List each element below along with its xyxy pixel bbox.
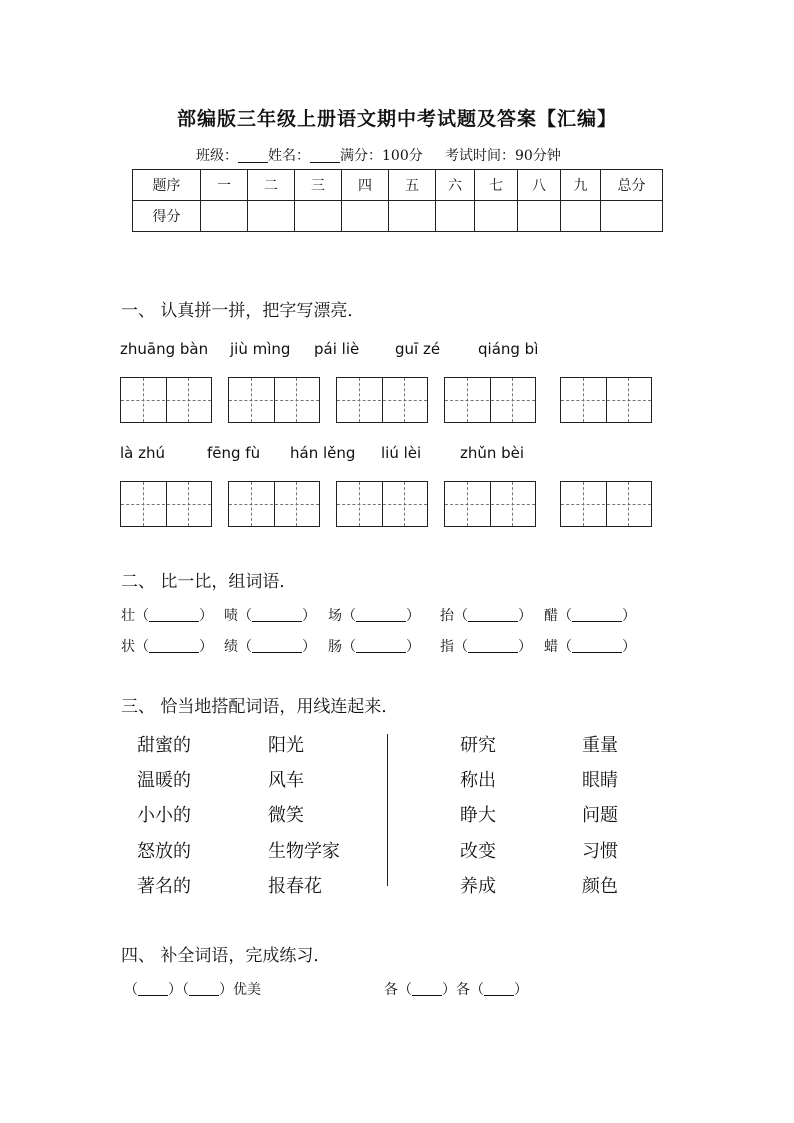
word-blank-item [440, 605, 532, 625]
pinyin: zhuāng bàn [120, 340, 209, 358]
idiom-item [384, 979, 528, 999]
match-word[interactable]: 问题 [582, 805, 618, 826]
table-cell: 二 [248, 170, 295, 201]
class-label: 班级： [196, 148, 238, 164]
score-cell[interactable] [518, 201, 561, 232]
table-cell: 一 [201, 170, 248, 201]
answer-blank[interactable] [149, 638, 199, 653]
char-label: 场（ [328, 608, 356, 624]
idiom-item [124, 979, 261, 999]
word-blank-item [121, 605, 213, 625]
char-label: 蜡（ [544, 639, 572, 655]
table-cell: 五 [389, 170, 436, 201]
table-cell: 八 [518, 170, 561, 201]
match-word[interactable]: 研究 [460, 735, 496, 756]
open-paren: （ [470, 982, 484, 998]
word-blank-item [328, 605, 420, 625]
writing-grid[interactable] [560, 377, 652, 423]
answer-blank[interactable] [189, 981, 219, 996]
match-word[interactable]: 重量 [582, 735, 618, 756]
pinyin: là zhú [120, 444, 166, 462]
pinyin: liú lèi [381, 444, 422, 462]
score-cell[interactable] [436, 201, 475, 232]
writing-grid[interactable] [228, 481, 320, 527]
close-paren: ） [302, 608, 316, 624]
match-word[interactable]: 眼睛 [582, 770, 618, 791]
close-paren: ） [199, 608, 213, 624]
match-word[interactable]: 风车 [268, 770, 304, 791]
close-paren: ） [199, 639, 213, 655]
score-cell[interactable] [201, 201, 248, 232]
char-label: 抬（ [440, 608, 468, 624]
match-word[interactable]: 习惯 [582, 841, 618, 862]
answer-blank[interactable] [252, 638, 302, 653]
match-word[interactable]: 微笑 [268, 805, 304, 826]
table-cell: 九 [561, 170, 601, 201]
score-cell[interactable] [342, 201, 389, 232]
table-cell: 七 [475, 170, 518, 201]
full-score: 满分：100分 [340, 148, 423, 164]
open-paren: （ [182, 982, 189, 998]
pinyin: qiáng bì [478, 340, 539, 358]
char-label: 醋（ [544, 608, 572, 624]
table-cell: 四 [342, 170, 389, 201]
word-blank-item [440, 636, 532, 656]
writing-grid[interactable] [336, 377, 428, 423]
answer-blank[interactable] [356, 638, 406, 653]
table-cell: 得分 [133, 201, 201, 232]
close-paren: ） [442, 982, 456, 998]
match-word[interactable]: 怒放的 [137, 841, 191, 862]
word-blank-item [544, 605, 636, 625]
match-word[interactable]: 改变 [460, 841, 496, 862]
answer-blank[interactable] [572, 638, 622, 653]
word-blank-item [224, 605, 316, 625]
idiom-mid: 各 [456, 982, 470, 998]
answer-blank[interactable] [138, 981, 168, 996]
answer-blank[interactable] [468, 638, 518, 653]
match-word[interactable]: 报春花 [268, 876, 322, 897]
close-paren: ） [406, 639, 420, 655]
close-paren: ） [514, 982, 528, 998]
open-paren: （ [398, 982, 412, 998]
column-divider [387, 734, 388, 886]
writing-grid[interactable] [336, 481, 428, 527]
score-cell[interactable] [389, 201, 436, 232]
pinyin: zhǔn bèi [460, 444, 525, 462]
close-paren: ） [518, 608, 532, 624]
pinyin: hán lěng [290, 444, 356, 462]
score-cell[interactable] [248, 201, 295, 232]
idiom-suffix: 优美 [233, 982, 261, 998]
table-cell: 六 [436, 170, 475, 201]
pinyin: fēng fù [207, 444, 261, 462]
char-label: 肠（ [328, 639, 356, 655]
match-word[interactable]: 甜蜜的 [137, 735, 191, 756]
char-label: 啧（ [224, 608, 252, 624]
exam-info [196, 145, 561, 165]
score-table-header-row [133, 170, 663, 201]
pinyin: guī zé [395, 340, 441, 358]
score-cell[interactable] [601, 201, 663, 232]
answer-blank[interactable] [252, 607, 302, 622]
match-word[interactable]: 睁大 [460, 805, 496, 826]
section-1-heading: 一、 认真拼一拼，把字写漂亮． [121, 301, 365, 321]
close-paren: ） [622, 608, 636, 624]
writing-grid[interactable] [120, 377, 212, 423]
answer-blank[interactable] [484, 981, 514, 996]
answer-blank[interactable] [149, 607, 199, 622]
char-label: 绩（ [224, 639, 252, 655]
open-paren: （ [124, 982, 138, 998]
match-word[interactable]: 著名的 [137, 876, 191, 897]
score-table [132, 169, 663, 232]
match-word[interactable]: 生物学家 [268, 841, 340, 862]
pinyin: jiù mìng [230, 340, 291, 358]
page-title: 部编版三年级上册语文期中考试题及答案【汇编】 [176, 108, 617, 130]
match-word[interactable]: 称出 [460, 770, 496, 791]
close-paren: ） [168, 982, 182, 998]
answer-blank[interactable] [572, 607, 622, 622]
char-label: 状（ [121, 639, 149, 655]
writing-grid[interactable] [560, 481, 652, 527]
exam-time: 考试时间：90分钟 [445, 148, 561, 164]
char-label: 指（ [440, 639, 468, 655]
pinyin: pái liè [314, 340, 360, 358]
word-blank-item [328, 636, 420, 656]
match-word[interactable]: 阳光 [268, 735, 304, 756]
writing-grid[interactable] [120, 481, 212, 527]
match-word[interactable]: 温暖的 [137, 770, 191, 791]
writing-grid[interactable] [228, 377, 320, 423]
word-blank-item [121, 636, 213, 656]
match-word[interactable]: 颜色 [582, 876, 618, 897]
writing-grid[interactable] [444, 481, 536, 527]
name-label: 姓名： [268, 148, 310, 164]
writing-grid[interactable] [444, 377, 536, 423]
section-3-heading: 三、 恰当地搭配词语，用线连起来． [121, 697, 399, 717]
score-cell[interactable] [475, 201, 518, 232]
match-word[interactable]: 养成 [460, 876, 496, 897]
char-label: 壮（ [121, 608, 149, 624]
section-4-heading: 四、 补全词语，完成练习． [121, 946, 331, 966]
close-paren: ） [518, 639, 532, 655]
close-paren: ） [406, 608, 420, 624]
answer-blank[interactable] [468, 607, 518, 622]
table-cell: 总分 [601, 170, 663, 201]
answer-blank[interactable] [412, 981, 442, 996]
section-2-heading: 二、 比一比，组词语． [121, 572, 297, 592]
answer-blank[interactable] [356, 607, 406, 622]
word-blank-item [224, 636, 316, 656]
match-word[interactable]: 小小的 [137, 805, 191, 826]
score-table-score-row [133, 201, 663, 232]
close-paren: ） [302, 639, 316, 655]
close-paren: ） [622, 639, 636, 655]
score-cell[interactable] [295, 201, 342, 232]
table-cell: 三 [295, 170, 342, 201]
idiom-prefix: 各 [384, 982, 398, 998]
word-blank-item [544, 636, 636, 656]
close-paren: ） [219, 982, 233, 998]
name-blank[interactable] [310, 148, 340, 163]
class-blank[interactable] [238, 148, 268, 163]
table-cell: 题序 [133, 170, 201, 201]
score-cell[interactable] [561, 201, 601, 232]
